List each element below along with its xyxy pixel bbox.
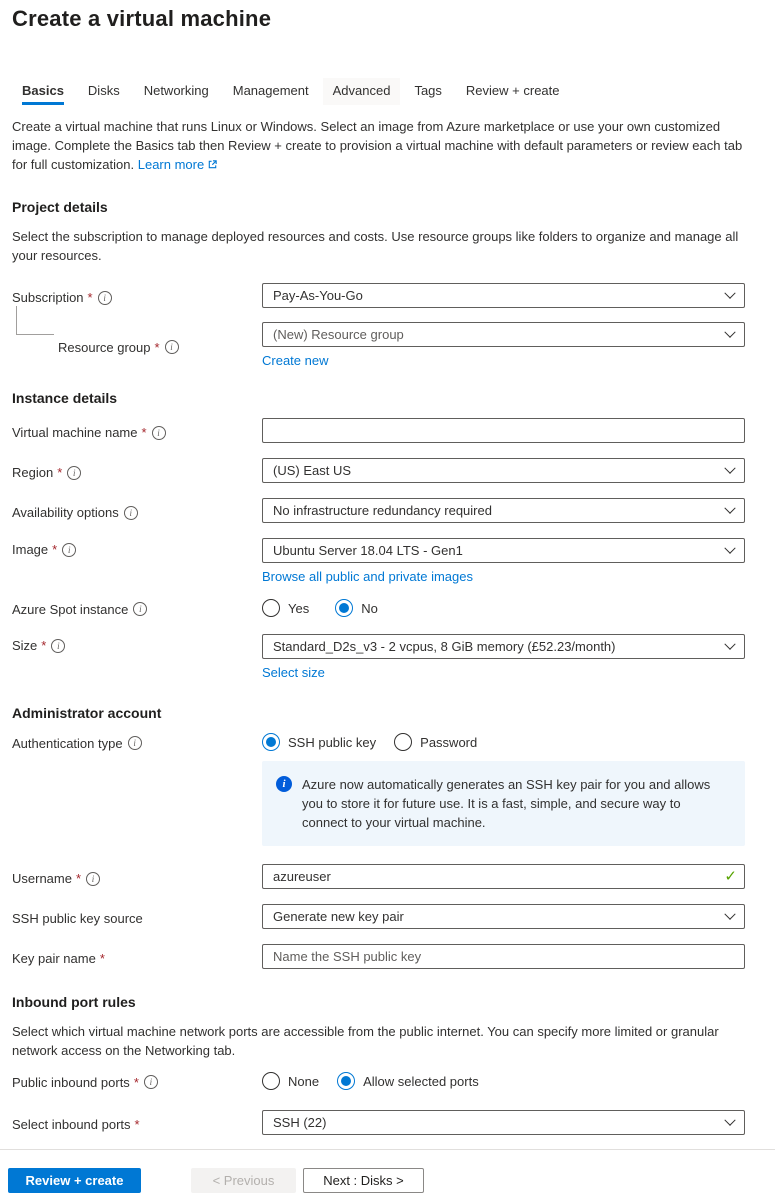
chevron-down-icon — [724, 542, 735, 553]
none-option[interactable]: None — [262, 1072, 319, 1090]
info-icon[interactable]: i — [86, 872, 100, 886]
azure-spot-radio-group — [262, 597, 745, 617]
previous-button[interactable]: < Previous — [191, 1168, 296, 1193]
tab-disks[interactable]: Disks — [87, 83, 120, 98]
radio-unchecked-icon — [394, 733, 412, 751]
resource-group-label: Resource group — [58, 339, 151, 355]
info-icon[interactable]: i — [133, 602, 147, 616]
inbound-port-rules-description: Select which virtual machine network ports are accessible from the public internet. You can specify more limited or granular network access on the Networking tab. — [12, 1024, 719, 1058]
password-option[interactable]: Password — [394, 733, 477, 751]
availability-options-row — [12, 498, 745, 523]
learn-more-link[interactable]: Learn more — [138, 157, 218, 172]
image-row — [12, 538, 745, 584]
hierarchy-connector — [16, 306, 54, 335]
azure-spot-no-option[interactable]: No — [335, 599, 378, 617]
review-create-button[interactable]: Review + create — [8, 1168, 141, 1193]
project-details-description: Select the subscription to manage deployed resources and costs. Use resource groups like folders to organize and manage all your resources. — [12, 229, 739, 263]
project-details-heading: Project details — [12, 199, 108, 215]
browse-images-link[interactable]: Browse all public and private images — [262, 569, 473, 584]
region-label: Region — [12, 465, 54, 480]
authentication-type-row — [12, 731, 745, 751]
resource-group-dropdown[interactable]: (New) Resource group — [262, 322, 745, 347]
required-mark: * — [75, 871, 82, 886]
ssh-key-source-dropdown[interactable]: Generate new key pair — [262, 904, 745, 929]
required-mark: * — [99, 951, 105, 966]
key-pair-name-label: Key pair name — [12, 951, 96, 966]
required-mark: * — [87, 290, 93, 305]
radio-checked-icon — [335, 599, 353, 617]
tab-networking[interactable]: Networking — [143, 83, 209, 98]
chevron-down-icon — [724, 462, 735, 473]
availability-options-label: Availability options — [12, 505, 119, 520]
size-row — [12, 634, 745, 680]
info-icon[interactable]: i — [124, 506, 138, 520]
external-link-icon — [207, 156, 218, 175]
subscription-dropdown[interactable]: Pay-As-You-Go — [262, 283, 745, 308]
allow-selected-ports-option[interactable]: Allow selected ports — [337, 1072, 479, 1090]
select-inbound-ports-label: Select inbound ports — [12, 1117, 131, 1132]
chevron-down-icon — [724, 287, 735, 298]
select-inbound-ports-dropdown[interactable]: SSH (22) — [262, 1110, 745, 1135]
tab-basics[interactable]: Basics — [12, 78, 74, 105]
info-icon[interactable]: i — [152, 426, 166, 440]
administrator-account-heading: Administrator account — [12, 705, 162, 721]
region-dropdown[interactable]: (US) East US — [262, 458, 745, 483]
radio-unchecked-icon — [262, 1072, 280, 1090]
tab-bar — [12, 78, 745, 105]
public-inbound-ports-label: Public inbound ports — [12, 1074, 130, 1090]
radio-checked-icon — [337, 1072, 355, 1090]
info-filled-icon: i — [276, 776, 292, 792]
footer-divider — [0, 1149, 775, 1150]
ssh-info-box — [262, 761, 745, 846]
valid-checkmark-icon: ✓ — [724, 868, 737, 885]
ssh-public-key-option[interactable]: SSH public key — [262, 733, 376, 751]
image-label: Image — [12, 542, 49, 557]
intro-text: Create a virtual machine that runs Linux or Windows. Select an image from Azure marketplace or use your own customized image. Complete the Basics tab then Review + create to provision a virtual machine with default parameters or review each tab for full customization. — [12, 119, 743, 172]
info-icon[interactable]: i — [62, 543, 76, 557]
radio-checked-icon — [262, 733, 280, 751]
page-title: Create a virtual machine — [12, 6, 272, 31]
authentication-type-radio-group — [262, 731, 745, 751]
azure-spot-label: Azure Spot instance — [12, 601, 129, 617]
next-disks-button[interactable]: Next : Disks > — [303, 1168, 424, 1193]
public-inbound-ports-row — [12, 1070, 745, 1090]
availability-options-dropdown[interactable]: No infrastructure redundancy required — [262, 498, 745, 523]
size-dropdown[interactable]: Standard_D2s_v3 - 2 vcpus, 8 GiB memory (£52.23/month) — [262, 634, 745, 659]
azure-spot-yes-option[interactable]: Yes — [262, 599, 309, 617]
vm-name-row — [12, 418, 745, 443]
image-dropdown[interactable]: Ubuntu Server 18.04 LTS - Gen1 — [262, 538, 745, 563]
info-icon[interactable]: i — [98, 291, 112, 305]
key-pair-name-row — [12, 944, 745, 969]
required-mark: * — [41, 638, 47, 653]
ssh-info-text: Azure now automatically generates an SSH key pair for you and allows you to store it for future use. It is a fast, simple, and secure way to connect to your virtual machine. — [302, 777, 711, 830]
tab-tags[interactable]: Tags — [414, 83, 442, 98]
region-row — [12, 458, 745, 483]
chevron-down-icon — [724, 908, 735, 919]
radio-unchecked-icon — [262, 599, 280, 617]
info-icon[interactable]: i — [165, 340, 179, 354]
info-icon[interactable]: i — [67, 466, 81, 480]
subscription-label: Subscription — [12, 290, 84, 305]
azure-spot-row — [12, 597, 745, 617]
username-input[interactable] — [262, 864, 745, 889]
select-size-link[interactable]: Select size — [262, 665, 325, 680]
chevron-down-icon — [724, 1114, 735, 1125]
info-icon[interactable]: i — [144, 1075, 158, 1089]
required-mark: * — [57, 465, 63, 480]
tab-review-create[interactable]: Review + create — [465, 83, 560, 98]
vm-name-input[interactable] — [262, 418, 745, 443]
required-mark: * — [154, 339, 160, 355]
ssh-key-source-row — [12, 904, 745, 929]
chevron-down-icon — [724, 502, 735, 513]
create-new-link[interactable]: Create new — [262, 353, 329, 368]
chevron-down-icon — [724, 326, 735, 337]
required-mark: * — [141, 425, 147, 440]
inbound-port-rules-heading: Inbound port rules — [12, 994, 136, 1010]
required-mark: * — [133, 1074, 139, 1090]
intro-paragraph — [12, 117, 745, 175]
select-inbound-ports-row — [12, 1110, 745, 1135]
public-inbound-ports-radio-group — [262, 1070, 745, 1090]
subscription-row — [12, 283, 745, 308]
username-label: Username — [12, 871, 72, 886]
ssh-key-source-label: SSH public key source — [12, 911, 143, 926]
tab-management[interactable]: Management — [232, 83, 309, 98]
info-icon[interactable]: i — [51, 639, 65, 653]
resource-group-row — [12, 322, 745, 368]
username-row — [12, 864, 745, 889]
required-mark: * — [52, 542, 58, 557]
chevron-down-icon — [724, 638, 735, 649]
size-label: Size — [12, 638, 38, 653]
vm-name-label: Virtual machine name — [12, 425, 138, 440]
authentication-type-label: Authentication type — [12, 735, 123, 751]
key-pair-name-input[interactable] — [262, 944, 745, 969]
required-mark: * — [134, 1117, 140, 1132]
tab-advanced[interactable]: Advanced — [323, 78, 401, 105]
instance-details-heading: Instance details — [12, 390, 118, 406]
info-icon[interactable]: i — [128, 736, 142, 750]
